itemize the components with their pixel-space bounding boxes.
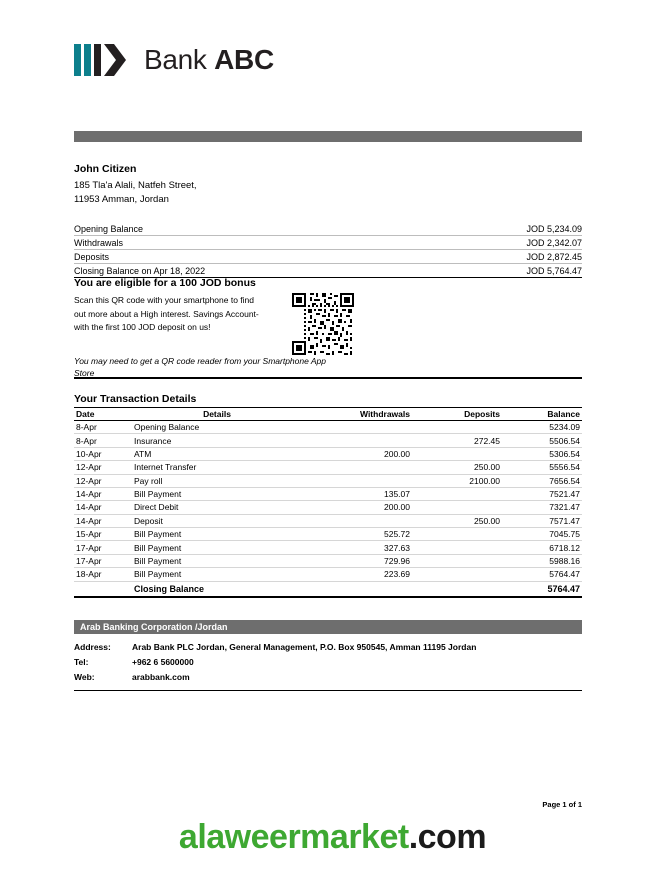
page-number: Page 1 of 1 bbox=[542, 800, 582, 809]
bonus-title: You are eligible for a 100 JOD bonus bbox=[74, 277, 256, 289]
cell-details: Bill Payment bbox=[132, 541, 302, 554]
cell-balance: 7656.54 bbox=[502, 474, 582, 487]
summary-label: Withdrawals bbox=[74, 237, 124, 248]
table-row bbox=[74, 461, 582, 474]
cell-details: Bill Payment bbox=[132, 568, 302, 581]
cell-date: 12-Apr bbox=[74, 474, 132, 487]
cell-details: Insurance bbox=[132, 434, 302, 447]
summary-value: JOD 2,872.45 bbox=[526, 251, 582, 262]
bank-name-light: Bank bbox=[144, 44, 215, 75]
table-row bbox=[74, 528, 582, 541]
cell-details: ATM bbox=[132, 447, 302, 460]
cell-withdrawals bbox=[302, 514, 412, 527]
footer-contact-info bbox=[74, 640, 582, 685]
cell-date: 17-Apr bbox=[74, 554, 132, 567]
column-header-balance: Balance bbox=[502, 408, 582, 421]
summary-label: Closing Balance on Apr 18, 2022 bbox=[74, 265, 206, 276]
cell-date: 8-Apr bbox=[74, 434, 132, 447]
footer-band bbox=[74, 620, 582, 634]
cell-empty bbox=[412, 581, 502, 597]
cell-withdrawals bbox=[302, 421, 412, 434]
cell-date: 10-Apr bbox=[74, 447, 132, 460]
cell-balance: 7571.47 bbox=[502, 514, 582, 527]
summary-value: JOD 2,342.07 bbox=[526, 237, 582, 248]
cell-deposits: 250.00 bbox=[412, 461, 502, 474]
cell-deposits bbox=[412, 501, 502, 514]
summary-row bbox=[74, 264, 582, 278]
cell-details: Bill Payment bbox=[132, 528, 302, 541]
cell-empty bbox=[74, 581, 132, 597]
table-row bbox=[74, 434, 582, 447]
footer-tel-row bbox=[74, 655, 582, 670]
cell-deposits: 2100.00 bbox=[412, 474, 502, 487]
customer-address-block bbox=[74, 162, 474, 207]
transactions-title: Your Transaction Details bbox=[74, 393, 197, 405]
cell-date: 14-Apr bbox=[74, 487, 132, 500]
footer-divider bbox=[74, 690, 582, 691]
cell-details: Pay roll bbox=[132, 474, 302, 487]
cell-date: 18-Apr bbox=[74, 568, 132, 581]
column-header-deposits: Deposits bbox=[412, 408, 502, 421]
cell-withdrawals: 525.72 bbox=[302, 528, 412, 541]
column-header-details: Details bbox=[132, 408, 302, 421]
account-summary-table bbox=[74, 222, 582, 278]
footer-address-row bbox=[74, 640, 582, 655]
cell-date: 15-Apr bbox=[74, 528, 132, 541]
summary-label: Opening Balance bbox=[74, 223, 144, 234]
cell-withdrawals: 223.69 bbox=[302, 568, 412, 581]
table-row bbox=[74, 514, 582, 527]
bank-logo-text bbox=[144, 44, 274, 76]
bonus-description: Scan this QR code with your smartphone to find out more about a High interest. Savings Account- with the first 100 JOD deposit on us! bbox=[74, 295, 259, 332]
table-header-row bbox=[74, 408, 582, 421]
table-row bbox=[74, 501, 582, 514]
cell-balance: 7521.47 bbox=[502, 487, 582, 500]
cell-balance: 7321.47 bbox=[502, 501, 582, 514]
cell-balance: 5306.54 bbox=[502, 447, 582, 460]
section-divider bbox=[74, 377, 582, 379]
table-row bbox=[74, 447, 582, 460]
footer-web-label: Web: bbox=[74, 672, 95, 682]
cell-details: Opening Balance bbox=[132, 421, 302, 434]
cell-deposits bbox=[412, 541, 502, 554]
cell-deposits bbox=[412, 554, 502, 567]
customer-address-line2: 11953 Amman, Jordan bbox=[74, 194, 169, 205]
column-header-withdrawals: Withdrawals bbox=[302, 408, 412, 421]
summary-row bbox=[74, 236, 582, 250]
cell-details: Direct Debit bbox=[132, 501, 302, 514]
footer-web-row bbox=[74, 670, 582, 685]
summary-value: JOD 5,764.47 bbox=[526, 265, 582, 276]
cell-details: Internet Transfer bbox=[132, 461, 302, 474]
closing-balance-row bbox=[74, 581, 582, 597]
cell-details: Bill Payment bbox=[132, 487, 302, 500]
cell-withdrawals: 729.96 bbox=[302, 554, 412, 567]
cell-deposits bbox=[412, 487, 502, 500]
cell-balance: 5988.16 bbox=[502, 554, 582, 567]
cell-deposits bbox=[412, 421, 502, 434]
cell-deposits bbox=[412, 447, 502, 460]
transactions-table bbox=[74, 407, 582, 598]
cell-balance: 7045.75 bbox=[502, 528, 582, 541]
cell-details: Bill Payment bbox=[132, 554, 302, 567]
table-row bbox=[74, 568, 582, 581]
column-header-date: Date bbox=[74, 408, 132, 421]
cell-balance: 5234.09 bbox=[502, 421, 582, 434]
cell-date: 14-Apr bbox=[74, 514, 132, 527]
table-row bbox=[74, 554, 582, 567]
bank-name-bold: ABC bbox=[214, 44, 274, 75]
cell-withdrawals: 200.00 bbox=[302, 447, 412, 460]
summary-row bbox=[74, 222, 582, 236]
customer-address-line1: 185 Tla'a Alali, Natfeh Street, bbox=[74, 180, 197, 191]
cell-withdrawals bbox=[302, 474, 412, 487]
cell-withdrawals: 135.07 bbox=[302, 487, 412, 500]
cell-withdrawals: 200.00 bbox=[302, 501, 412, 514]
cell-balance: 5556.54 bbox=[502, 461, 582, 474]
header-band bbox=[74, 131, 582, 142]
customer-name: John Citizen bbox=[74, 163, 137, 175]
cell-withdrawals bbox=[302, 461, 412, 474]
cell-balance: 6718.12 bbox=[502, 541, 582, 554]
cell-details: Deposit bbox=[132, 514, 302, 527]
cell-deposits: 272.45 bbox=[412, 434, 502, 447]
table-row bbox=[74, 421, 582, 434]
summary-label: Deposits bbox=[74, 251, 110, 262]
footer-address-label: Address: bbox=[74, 642, 111, 652]
watermark-green: alaweermarket bbox=[178, 818, 409, 856]
cell-date: 17-Apr bbox=[74, 541, 132, 554]
closing-balance-value: 5764.47 bbox=[502, 581, 582, 597]
footer-tel-value: +962 6 5600000 bbox=[132, 657, 194, 667]
qr-code-icon bbox=[290, 291, 356, 357]
cell-date: 8-Apr bbox=[74, 421, 132, 434]
bankabc-logo-icon bbox=[74, 40, 132, 80]
summary-row bbox=[74, 250, 582, 264]
cell-withdrawals: 327.63 bbox=[302, 541, 412, 554]
cell-date: 14-Apr bbox=[74, 501, 132, 514]
cell-deposits bbox=[412, 568, 502, 581]
footer-address-value: Arab Bank PLC Jordan, General Management, P.O. Box 950545, Amman 11195 Jordan bbox=[132, 642, 477, 652]
watermark bbox=[0, 818, 665, 857]
cell-withdrawals bbox=[302, 434, 412, 447]
closing-balance-label: Closing Balance bbox=[132, 581, 302, 597]
cell-balance: 5764.47 bbox=[502, 568, 582, 581]
cell-empty bbox=[302, 581, 412, 597]
table-row bbox=[74, 474, 582, 487]
watermark-black: .com bbox=[408, 818, 487, 856]
cell-deposits: 250.00 bbox=[412, 514, 502, 527]
footer-web-value[interactable]: arabbank.com bbox=[132, 672, 190, 682]
qr-reader-note: You may need to get a QR code reader from your Smartphone App Store bbox=[74, 356, 326, 378]
table-row bbox=[74, 487, 582, 500]
footer-bank-title: Arab Banking Corporation /Jordan bbox=[80, 622, 228, 632]
cell-deposits bbox=[412, 528, 502, 541]
cell-balance: 5506.54 bbox=[502, 434, 582, 447]
footer-tel-label: Tel: bbox=[74, 657, 89, 667]
bank-logo bbox=[74, 40, 274, 80]
summary-value: JOD 5,234.09 bbox=[526, 223, 582, 234]
cell-date: 12-Apr bbox=[74, 461, 132, 474]
table-row bbox=[74, 541, 582, 554]
